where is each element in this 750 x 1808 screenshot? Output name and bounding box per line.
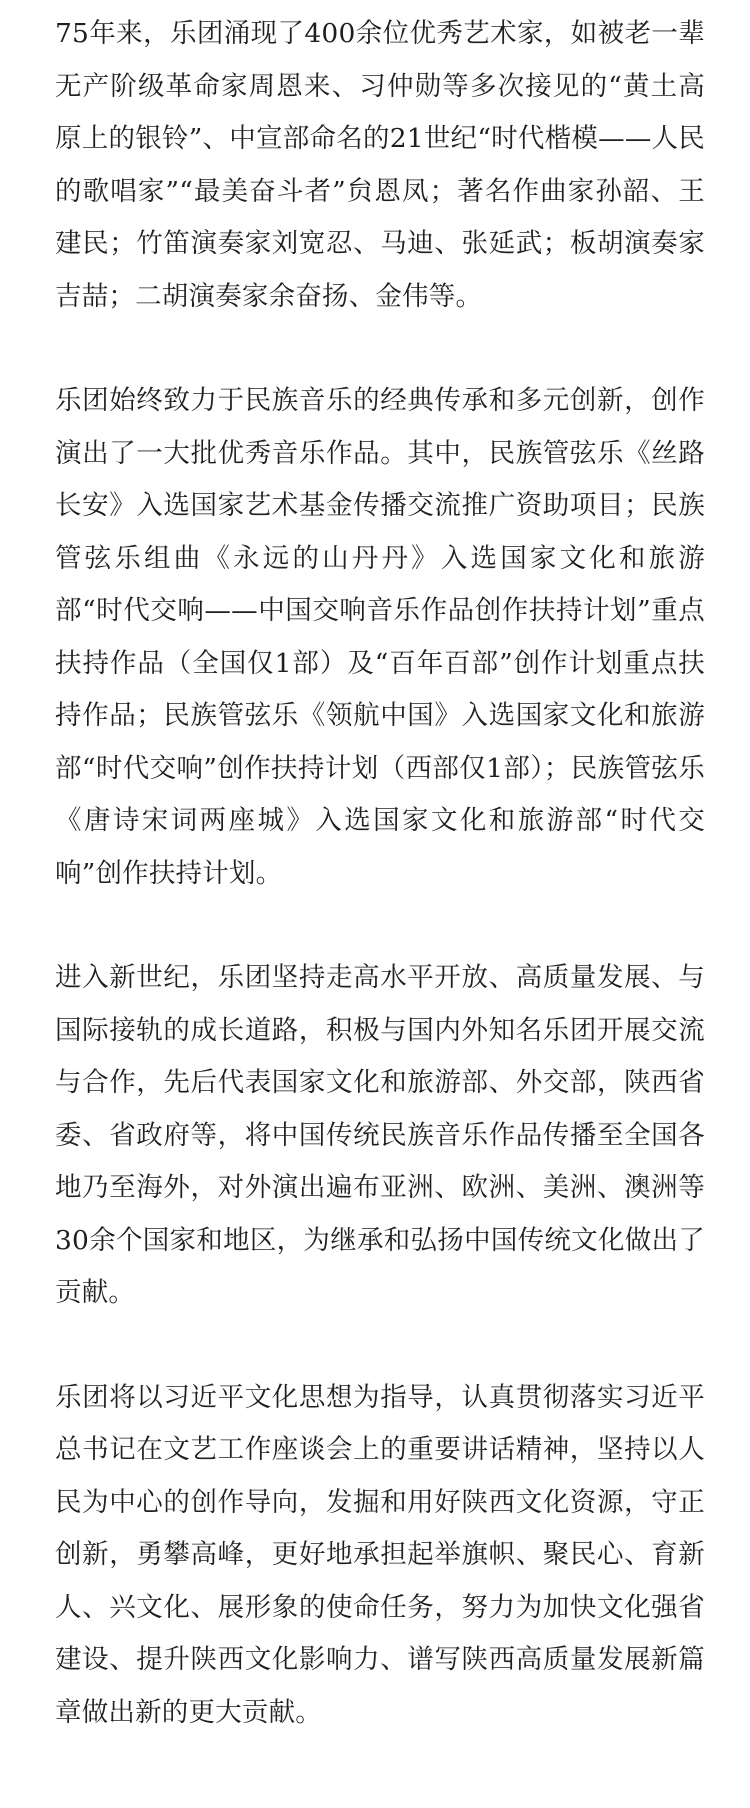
paragraph-representative-works: 乐团始终致力于民族音乐的经典传承和多元创新，创作演出了一大批优秀音乐作品。其中，民族管弦乐《丝路长安》入选国家艺术基金传播交流推广资助项目；民族管弦乐组曲《永远的山丹丹》入选国家文化和旅游部“时代交响——中国交响音乐作品创作扶持计划”重点扶持作品（全国仅1部）及“百年百部”创作计划重点扶持作品；民族管弦乐《领航中国》入选国家文化和旅游部“时代交响”创作扶持计划（西部仅1部）；民族管弦乐《唐诗宋词两座城》入选国家文化和旅游部“时代交响”创作扶持计划。 (55, 385, 705, 889)
paragraph-notable-artists: 75年来，乐团涌现了400余位优秀艺术家，如被老一辈无产阶级革命家周恩来、习仲勋等多次接见的“黄土高原上的银铃”、中宣部命名的21世纪“时代楷模——人民的歌唱家”“最美奋斗者”贠恩凤；著名作曲家孙韶、王建民；竹笛演奏家刘宽忍、马迪、张延武；板胡演奏家吉喆；二胡演奏家余奋扬、金伟等。 (55, 18, 705, 312)
paragraph-future-mission: 乐团将以习近平文化思想为指导，认真贯彻落实习近平总书记在文艺工作座谈会上的重要讲话精神，坚持以人民为中心的创作导向，发掘和用好陕西文化资源，守正创新，勇攀高峰，更好地承担起举旗帜、聚民心、育新人、兴文化、展形象的使命任务，努力为加快文化强省建设、提升陕西文化影响力、谱写陕西高质量发展新篇章做出新的更大贡献。 (55, 1381, 705, 1728)
paragraph-international-exchange: 进入新世纪，乐团坚持走高水平开放、高质量发展、与国际接轨的成长道路，积极与国内外知名乐团开展交流与合作，先后代表国家文化和旅游部、外交部，陕西省委、省政府等，将中国传统民族音乐作品传播至全国各地乃至海外，对外演出遍布亚洲、欧洲、美洲、澳洲等30余个国家和地区，为继承和弘扬中国传统文化做出了贡献。 (55, 962, 705, 1308)
article-body (55, 8, 705, 1739)
